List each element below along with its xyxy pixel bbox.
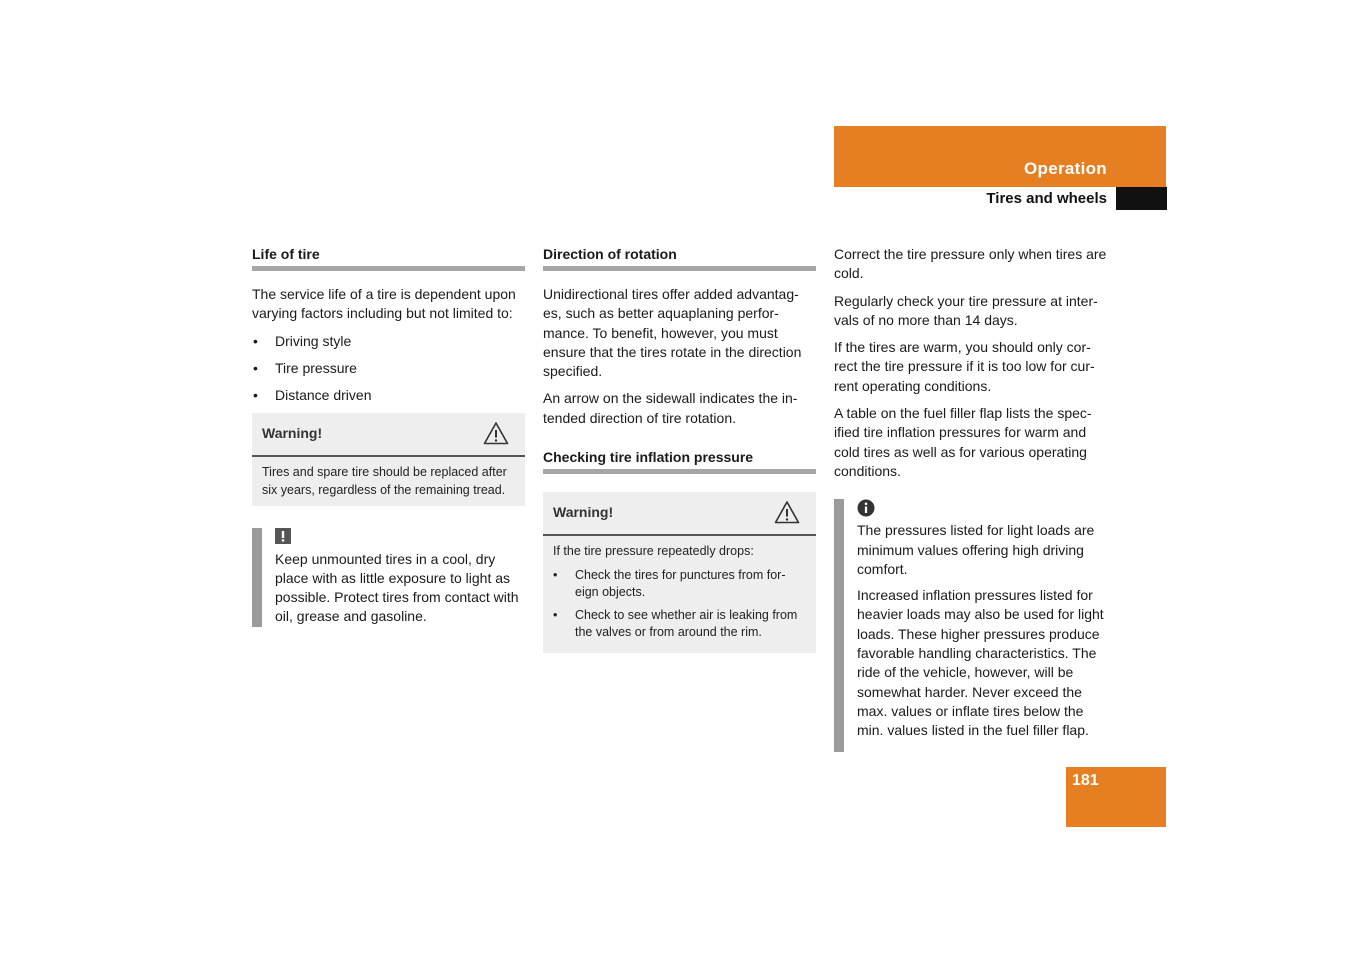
list-item: • Driving style [252, 332, 525, 351]
column-2 [543, 245, 816, 653]
warning-content [543, 536, 816, 653]
rotation-paragraph-2: An arrow on the sidewall indicates the in-tended direction of tire rotation. [543, 390, 798, 426]
list-item: • Check to see whether air is leaking from the valves or from around the rim. [553, 607, 806, 642]
warning-text: If the tire pressure repeatedly drops: [553, 544, 754, 559]
warning-title: Warning! [262, 424, 323, 441]
info-text-2: Increased inflation pressures listed for heavier loads may also be used for light loads. These higher pressures produce favorable handling characteristics. The ride of the vehicle, however, will be somewhat harder. Never exceed the max. values or inflate tires below the min. values listed in the fuel filler flap. [857, 587, 1104, 739]
page-number: 181 [1072, 772, 1099, 789]
heading-direction-of-rotation: Direction of rotation [543, 245, 816, 271]
factor-list [252, 332, 525, 405]
warning-header [252, 413, 525, 457]
pressure-paragraph-3: If the tires are warm, you should only cor-rect the tire pressure if it is too low for cur-rent operating conditions. [834, 339, 1095, 394]
list-item: • Distance driven [252, 386, 525, 405]
list-item: • Tire pressure [252, 359, 525, 378]
rotation-paragraph-1: Unidirectional tires offer added advantag-es, such as better aquaplaning perfor-mance. To benefit, however, you must ensure that the tires rotate in the direction specified. [543, 286, 802, 380]
heading-life-of-tire: Life of tire [252, 245, 525, 271]
header-bar [834, 126, 1166, 187]
pressure-paragraph-2: Regularly check your tire pressure at inter-vals of no more than 14 days. [834, 292, 1098, 328]
page-number-box [1066, 767, 1166, 827]
info-circle-icon [857, 499, 1107, 519]
subsection-title: Tires and wheels [986, 190, 1107, 207]
note-storage [252, 528, 525, 627]
info-text-1: The pressures listed for light loads are minimum values offering high driving comfort. [857, 522, 1095, 577]
warning-box-pressure [543, 492, 816, 653]
column-3 [834, 245, 1107, 752]
pressure-paragraph-1: Correct the tire pressure only when tires are cold. [834, 246, 1107, 282]
section-tab-marker [1116, 187, 1167, 210]
section-title: Operation [1024, 159, 1107, 178]
warning-text: Tires and spare tire should be replaced after six years, regardless of the remaining tread. [262, 464, 507, 498]
warning-triangle-icon [483, 421, 509, 450]
warning-triangle-icon [774, 500, 800, 529]
exclamation-square-icon [275, 528, 525, 548]
column-1 [252, 245, 525, 635]
warning-bullets [553, 567, 806, 642]
warning-box-tire-age [252, 413, 525, 506]
note-storage-text: Keep unmounted tires in a cool, dry place with as little exposure to light as possible. Protect tires from contact with oil, grease and gasoline. [275, 550, 519, 625]
list-item: • Check the tires for punctures from for-eign objects. [553, 567, 806, 602]
pressure-paragraph-4: A table on the fuel filler flap lists the spec-ified tire inflation pressures for warm and cold tires as well as for various operating conditions. [834, 405, 1092, 479]
info-note-pressures [834, 499, 1107, 751]
life-of-tire-intro: The service life of a tire is dependent upon varying factors including but not limited to: [252, 286, 516, 322]
heading-checking-pressure: Checking tire inflation pressure [543, 448, 816, 474]
warning-title: Warning! [553, 504, 614, 521]
warning-header [543, 492, 816, 536]
